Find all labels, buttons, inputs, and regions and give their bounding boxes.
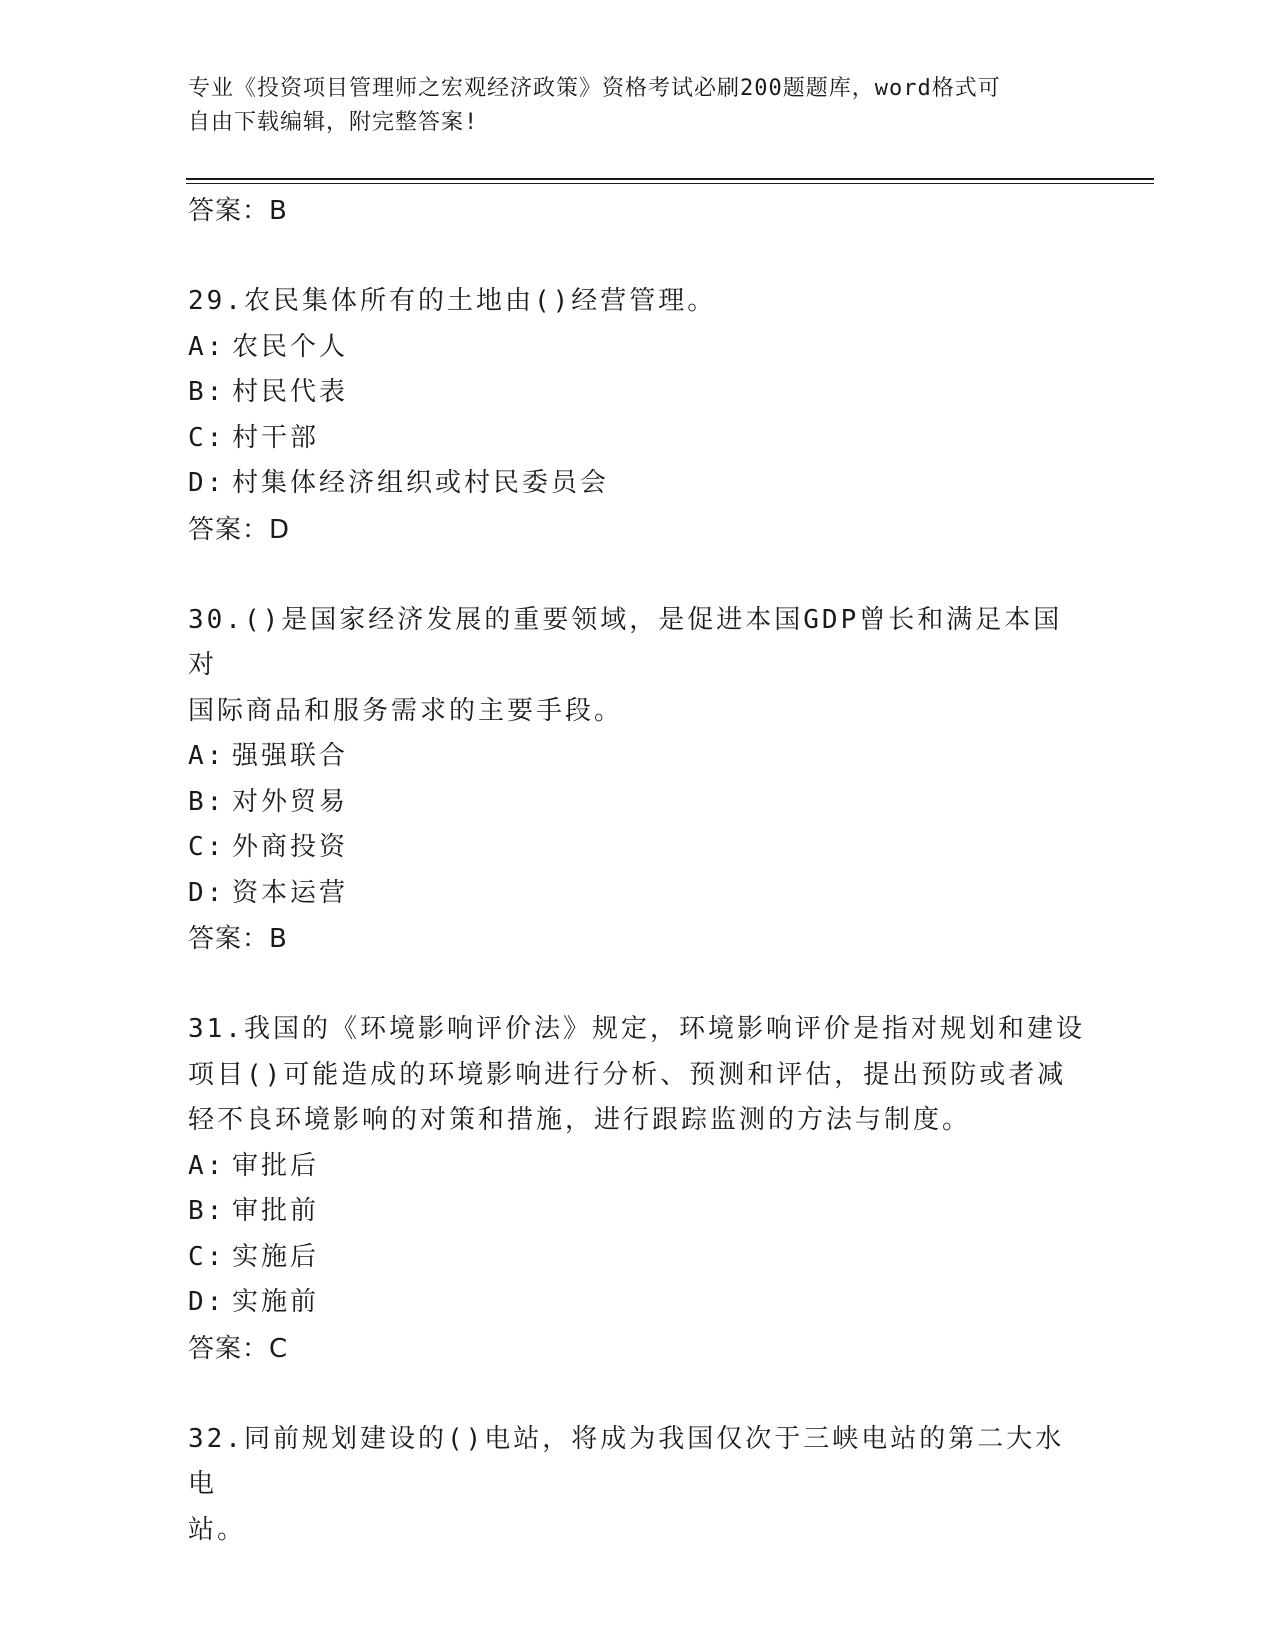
option-text: 实施前 [232,1287,320,1317]
answer-value: C [269,1333,289,1364]
spacer [188,1372,1088,1417]
question-block [188,598,1088,963]
option-text: 审批前 [232,1196,320,1226]
spacer [188,553,1088,598]
question-text-line: 32.同前规划建设的()电站，将成为我国仅次于三峡电站的第二大水电 [188,1423,1065,1499]
answer-line [188,507,1088,553]
option-letter: D: [188,468,226,498]
option-letter: B: [188,377,226,407]
answer-value: B [269,924,288,954]
option-a [188,1144,1088,1190]
option-text: 村民代表 [232,377,349,407]
question-text: 29.农民集体所有的土地由()经营管理。 [188,286,717,316]
answer-label: 答案： [188,514,270,545]
question-text-line: 31.我国的《环境影响评价法》规定，环境影响评价是指对规划和建设 [188,1014,1085,1044]
spacer [188,234,1088,279]
option-text: 村干部 [232,422,320,453]
header-line-1: 专业《投资项目管理师之宏观经济政策》资格考试必刷200题题库，word格式可 [188,76,1001,101]
option-letter: C: [188,832,226,862]
question-list [188,188,1088,1553]
document-header [188,72,1088,140]
option-text: 资本运营 [232,877,349,908]
option-c [188,416,1088,462]
option-text: 实施后 [232,1241,320,1272]
option-b [188,1189,1088,1235]
option-text: 农民个人 [232,331,349,362]
question-text-line: 轻不良环境影响的对策和措施，进行跟踪监测的方法与制度。 [188,1105,972,1135]
answer-label: 答案： [188,196,270,226]
option-text: 审批后 [232,1150,320,1181]
answer-value: B [269,196,288,226]
option-b [188,780,1088,826]
option-a [188,325,1088,371]
option-d [188,1280,1088,1326]
option-d [188,871,1088,917]
answer-label: 答案： [188,1333,270,1364]
option-c [188,1235,1088,1281]
question-text-line: 站。 [188,1514,247,1545]
question-block [188,279,1088,553]
option-letter: B: [188,786,226,817]
answer-line [188,1326,1088,1372]
question-text-line: 30.()是国家经济发展的重要领域，是促进本国GDP曾长和满足本国对 [188,604,1063,680]
option-letter: A: [188,331,226,362]
option-letter: A: [188,741,226,771]
option-letter: D: [188,877,226,908]
answer-label: 答案： [188,924,270,954]
option-letter: D: [188,1287,226,1317]
option-letter: C: [188,422,226,453]
option-letter: A: [188,1150,226,1181]
answer-line [188,916,1088,962]
question-text-line: 项目()可能造成的环境影响进行分析、预测和评估，提出预防或者减 [188,1059,1067,1090]
spacer [188,962,1088,1007]
option-text: 外商投资 [232,832,349,862]
option-text: 强强联合 [232,741,349,771]
question-block [188,1417,1088,1554]
option-letter: B: [188,1196,226,1226]
header-line-2: 自由下载编辑，附完整答案! [188,110,479,135]
header-divider-thin [186,183,1154,184]
option-text: 村集体经济组织或村民委员会 [232,468,610,498]
option-d [188,461,1088,507]
option-b [188,370,1088,416]
option-letter: C: [188,1241,226,1272]
answer-value: D [269,514,291,545]
option-c [188,825,1088,871]
header-divider-thick [186,178,1154,180]
answer-line [188,188,1088,234]
option-text: 对外贸易 [232,786,349,817]
question-text-line: 国际商品和服务需求的主要手段。 [188,695,624,726]
question-block [188,1007,1088,1372]
option-a [188,734,1088,780]
